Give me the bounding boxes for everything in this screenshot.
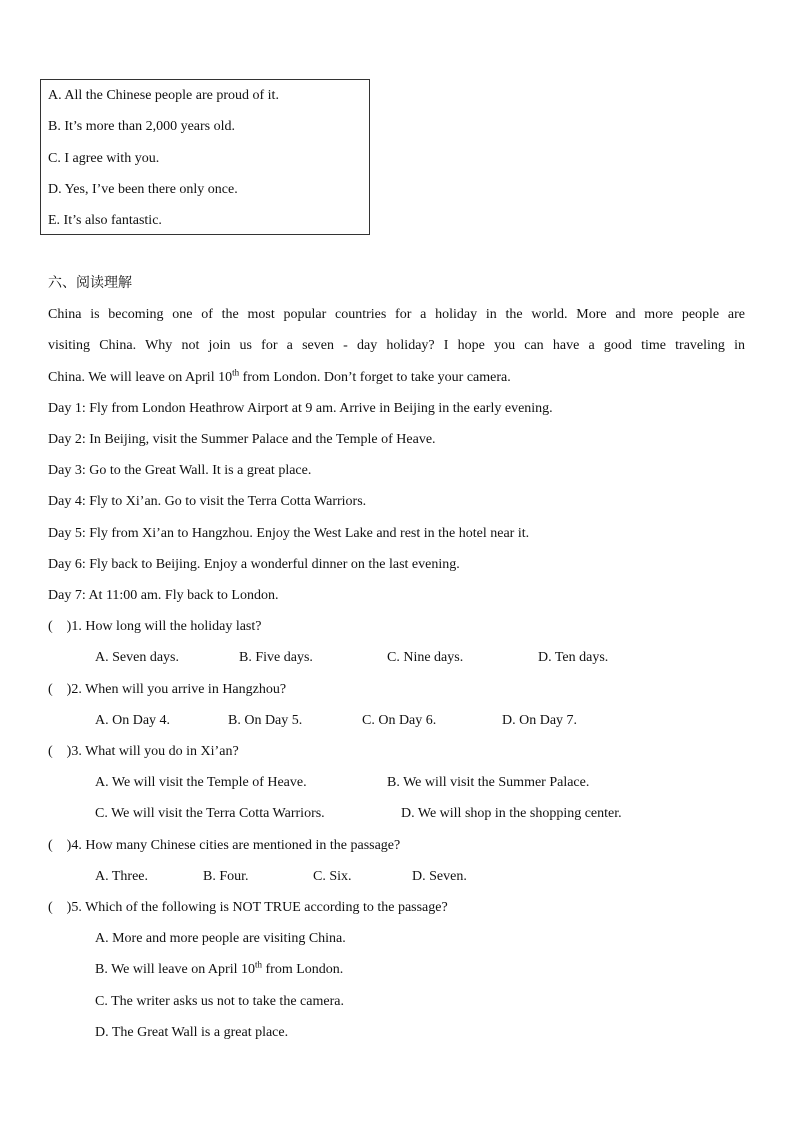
passage-line-3 — [48, 368, 511, 388]
answer-blank-3[interactable]: ( ) — [48, 744, 72, 759]
answer-blank-5[interactable]: ( ) — [48, 900, 72, 915]
passage-line-3-sup: th — [232, 367, 240, 378]
question-2 — [48, 680, 286, 700]
q5-choice-a: A. More and more people are visiting China. — [95, 931, 346, 946]
dialogue-option-a: A. All the Chinese people are proud of it. — [48, 88, 279, 103]
dialogue-option-b: B. It’s more than 2,000 years old. — [48, 119, 236, 134]
q4-choice-c: C. Six. — [313, 869, 352, 884]
q5-choice-b-rest: from London. — [262, 962, 344, 977]
passage-line-2: visiting China. Why not join us for a seven - day holiday? I hope you can have a good time traveling in — [48, 338, 745, 353]
q5-choice-d: D. The Great Wall is a great place. — [95, 1025, 289, 1040]
answer-blank-2[interactable]: ( ) — [48, 682, 72, 697]
question-5-stem: 5. Which of the following is NOT TRUE according to the passage? — [71, 900, 448, 915]
q4-choice-a: A. Three. — [95, 869, 148, 884]
itinerary-day-5: Day 5: Fly from Xi’an to Hangzhou. Enjoy the West Lake and rest in the hotel near it. — [48, 526, 530, 541]
itinerary-day-3: Day 3: Go to the Great Wall. It is a great place. — [48, 463, 312, 478]
dialogue-option-e: E. It’s also fantastic. — [48, 213, 162, 228]
q2-choice-b: B. On Day 5. — [228, 713, 303, 728]
q1-choice-a: A. Seven days. — [95, 650, 179, 665]
q2-choice-a: A. On Day 4. — [95, 713, 171, 728]
q5-choice-c: C. The writer asks us not to take the camera. — [95, 994, 344, 1009]
q3-choice-b: B. We will visit the Summer Palace. — [387, 775, 590, 790]
question-3-stem: 3. What will you do in Xi’an? — [71, 744, 239, 759]
question-3 — [48, 742, 239, 762]
q1-choice-b: B. Five days. — [239, 650, 313, 665]
dialogue-option-d: D. Yes, I’ve been there only once. — [48, 182, 238, 197]
question-4-stem: 4. How many Chinese cities are mentioned in the passage? — [71, 838, 401, 853]
dialogue-options-box — [40, 79, 370, 235]
question-1-stem: 1. How long will the holiday last? — [71, 619, 262, 634]
q3-choice-c: C. We will visit the Terra Cotta Warriors. — [95, 806, 325, 821]
itinerary-day-2: Day 2: In Beijing, visit the Summer Palace and the Temple of Heave. — [48, 432, 436, 447]
q2-choice-d: D. On Day 7. — [502, 713, 578, 728]
q1-choice-d: D. Ten days. — [538, 650, 609, 665]
section-title: 六、阅读理解 — [48, 275, 132, 291]
q2-choice-c: C. On Day 6. — [362, 713, 437, 728]
q3-choice-a: A. We will visit the Temple of Heave. — [95, 775, 307, 790]
q3-choice-d: D. We will shop in the shopping center. — [401, 806, 622, 821]
q5-choice-b-sup: th — [254, 959, 262, 970]
itinerary-day-6: Day 6: Fly back to Beijing. Enjoy a wonderful dinner on the last evening. — [48, 557, 460, 572]
q4-choice-d: D. Seven. — [412, 869, 467, 884]
q5-choice-b — [95, 960, 343, 980]
answer-blank-4[interactable]: ( ) — [48, 838, 72, 853]
q1-choice-c: C. Nine days. — [387, 650, 464, 665]
passage-line-3-rest: from London. Don’t forget to take your camera. — [239, 370, 511, 385]
q4-choice-b: B. Four. — [203, 869, 249, 884]
question-2-stem: 2. When will you arrive in Hangzhou? — [71, 682, 287, 697]
itinerary-day-1: Day 1: Fly from London Heathrow Airport at 9 am. Arrive in Beijing in the early evening. — [48, 401, 553, 416]
dialogue-option-c: C. I agree with you. — [48, 151, 160, 166]
question-4 — [48, 836, 400, 856]
answer-blank-1[interactable]: ( ) — [48, 619, 72, 634]
itinerary-day-7: Day 7: At 11:00 am. Fly back to London. — [48, 588, 279, 603]
passage-line-1: China is becoming one of the most popular countries for a holiday in the world. More and more people are — [48, 307, 745, 322]
question-5 — [48, 898, 448, 918]
itinerary-day-4: Day 4: Fly to Xi’an. Go to visit the Terra Cotta Warriors. — [48, 494, 367, 509]
q5-choice-b-text: B. We will leave on April 10 — [95, 962, 255, 977]
question-1 — [48, 617, 261, 637]
passage-line-3-text: China. We will leave on April 10 — [48, 370, 233, 385]
